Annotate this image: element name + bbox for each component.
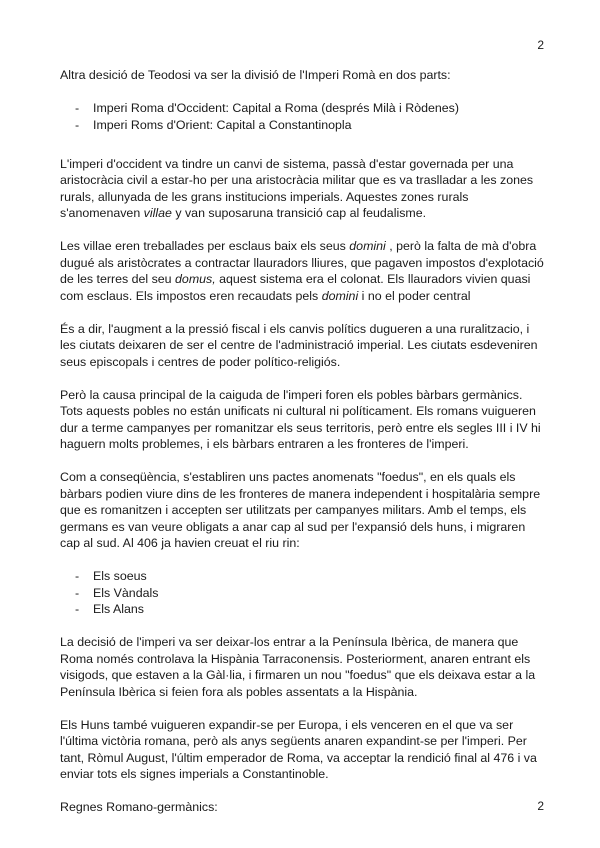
list-item: [60, 117, 546, 134]
paragraph-huns: Els Huns també vuigueren expandir-se per Europa, i els venceren en el que va ser l'última victòria romana, però als anys següents anaren expandint-se per l'imperi. Per tant, Ròmul August, l'últim emperador de Roma, va acceptar la rendició final al 476 i va enviar tots els signes imperials a Constantinoble.: [60, 717, 537, 781]
list-item-text: Imperi Roms d'Orient: Capital a Constantinopla: [93, 117, 352, 132]
text-run: y van suposaruna transició cap al feudalisme.: [171, 206, 427, 220]
text-run: , però la falta de mà d'obra dugué als aristòcrates a contractar llauradors lliures, que pagaven impostos d'explotació de les terres del seu: [60, 239, 544, 286]
page-number-top: 2: [537, 38, 544, 52]
dash-bullet: -: [75, 569, 80, 583]
paragraph-division-intro: Altra desició de Teodosi va ser la divisió de l'Imperi Romà en dos parts:: [60, 68, 451, 82]
text-run: Les villae eren treballades per esclaus baix els seus: [60, 239, 350, 253]
dash-bullet: -: [75, 101, 80, 115]
list-item: [60, 601, 546, 618]
text-run: i no el poder central: [358, 288, 471, 303]
text-run: aquest sistema era el colonat. Els llauradors vivien quasi com esclaus. Els impostos eren recaudats pels: [60, 272, 531, 303]
italic-term: domus,: [175, 272, 216, 286]
peoples-list: [60, 568, 546, 618]
italic-term: domini: [321, 288, 359, 303]
paragraph-ruralization: És a dir, l'augment a la pressió fiscal i els canvis polítics dugueren a una ruralitzacio, i les ciutats deixaren de ser el centre de l'administració imperial. Les ciutats esdeveniren seus episcopals i centres de poder político-religiós.: [60, 321, 538, 369]
dash-bullet: -: [75, 602, 80, 616]
list-item-text: Imperi Roma d'Occident: Capital a Roma (després Milà i Ròdenes): [93, 101, 459, 115]
dash-bullet: -: [75, 585, 80, 600]
list-item-text: Els Vàndals: [93, 585, 159, 600]
list-item: [60, 568, 546, 585]
paragraph-barbarians: Però la causa principal de la caiguda de l'imperi foren els pobles bàrbars germànics. Tots aquests pobles no están unificats ni cultural ni políticament. Els romans vuigueren dur a terme campanyes per romanitzar els seus territoris, però entre els segles III i IV hi haguern molts problemes, i els bàrbars entraren a les fronteres de l'imperi.: [60, 387, 541, 451]
section-heading-romano-germanic: Regnes Romano-germànics:: [60, 800, 218, 814]
text-run: L'imperi d'occident va tindre un canvi de sistema, passà d'estar governada per una aristocràcia civil a estar-ho per una aristocràcia militar que es va traslladar a les zones rurals, allunyada de les grans institucions imperials. Aquestes zones rurals s'anomenaven: [60, 156, 534, 220]
dash-bullet: -: [75, 117, 80, 132]
list-item: [60, 585, 546, 602]
italic-term: domini: [349, 239, 386, 253]
italic-term: villae: [143, 206, 172, 220]
page-number-bottom: 2: [537, 799, 544, 813]
list-item-text: Els Alans: [93, 602, 144, 616]
paragraph-iberian-peninsula: La decisió de l'imperi va ser deixar-los entrar a la Península Ibèrica, de manera que Roma només controlava la Hispània Tarraconensis. Posteriorment, anaren entrant els visigods, que estaven a la Gàl·lia, i firmaren un nou "foedus" que els deixava estar a la Península Ibèrica si feien fora als pobles assentats a la Hispània.: [60, 635, 536, 699]
paragraph-western-empire: [60, 156, 546, 222]
list-item-text: Els soeus: [93, 569, 147, 583]
empire-division-list: [60, 100, 546, 133]
list-item: [60, 100, 546, 117]
paragraph-villae: [60, 238, 546, 304]
paragraph-foedus: Com a conseqüència, s'establiren uns pactes anomenats "foedus", en els quals els bàrbars podien viure dins de les fronteres de manera independent i hospitalària sempre que es romanitzen i accepten ser utilitzats per campanyes militars. Amb el temps, els germans es van veure obligats a anar cap al sud per l'expansió dels huns, i migraren cap al sud. Al 406 ja havien creuat el riu rin:: [60, 470, 541, 550]
document-body: [60, 67, 546, 816]
